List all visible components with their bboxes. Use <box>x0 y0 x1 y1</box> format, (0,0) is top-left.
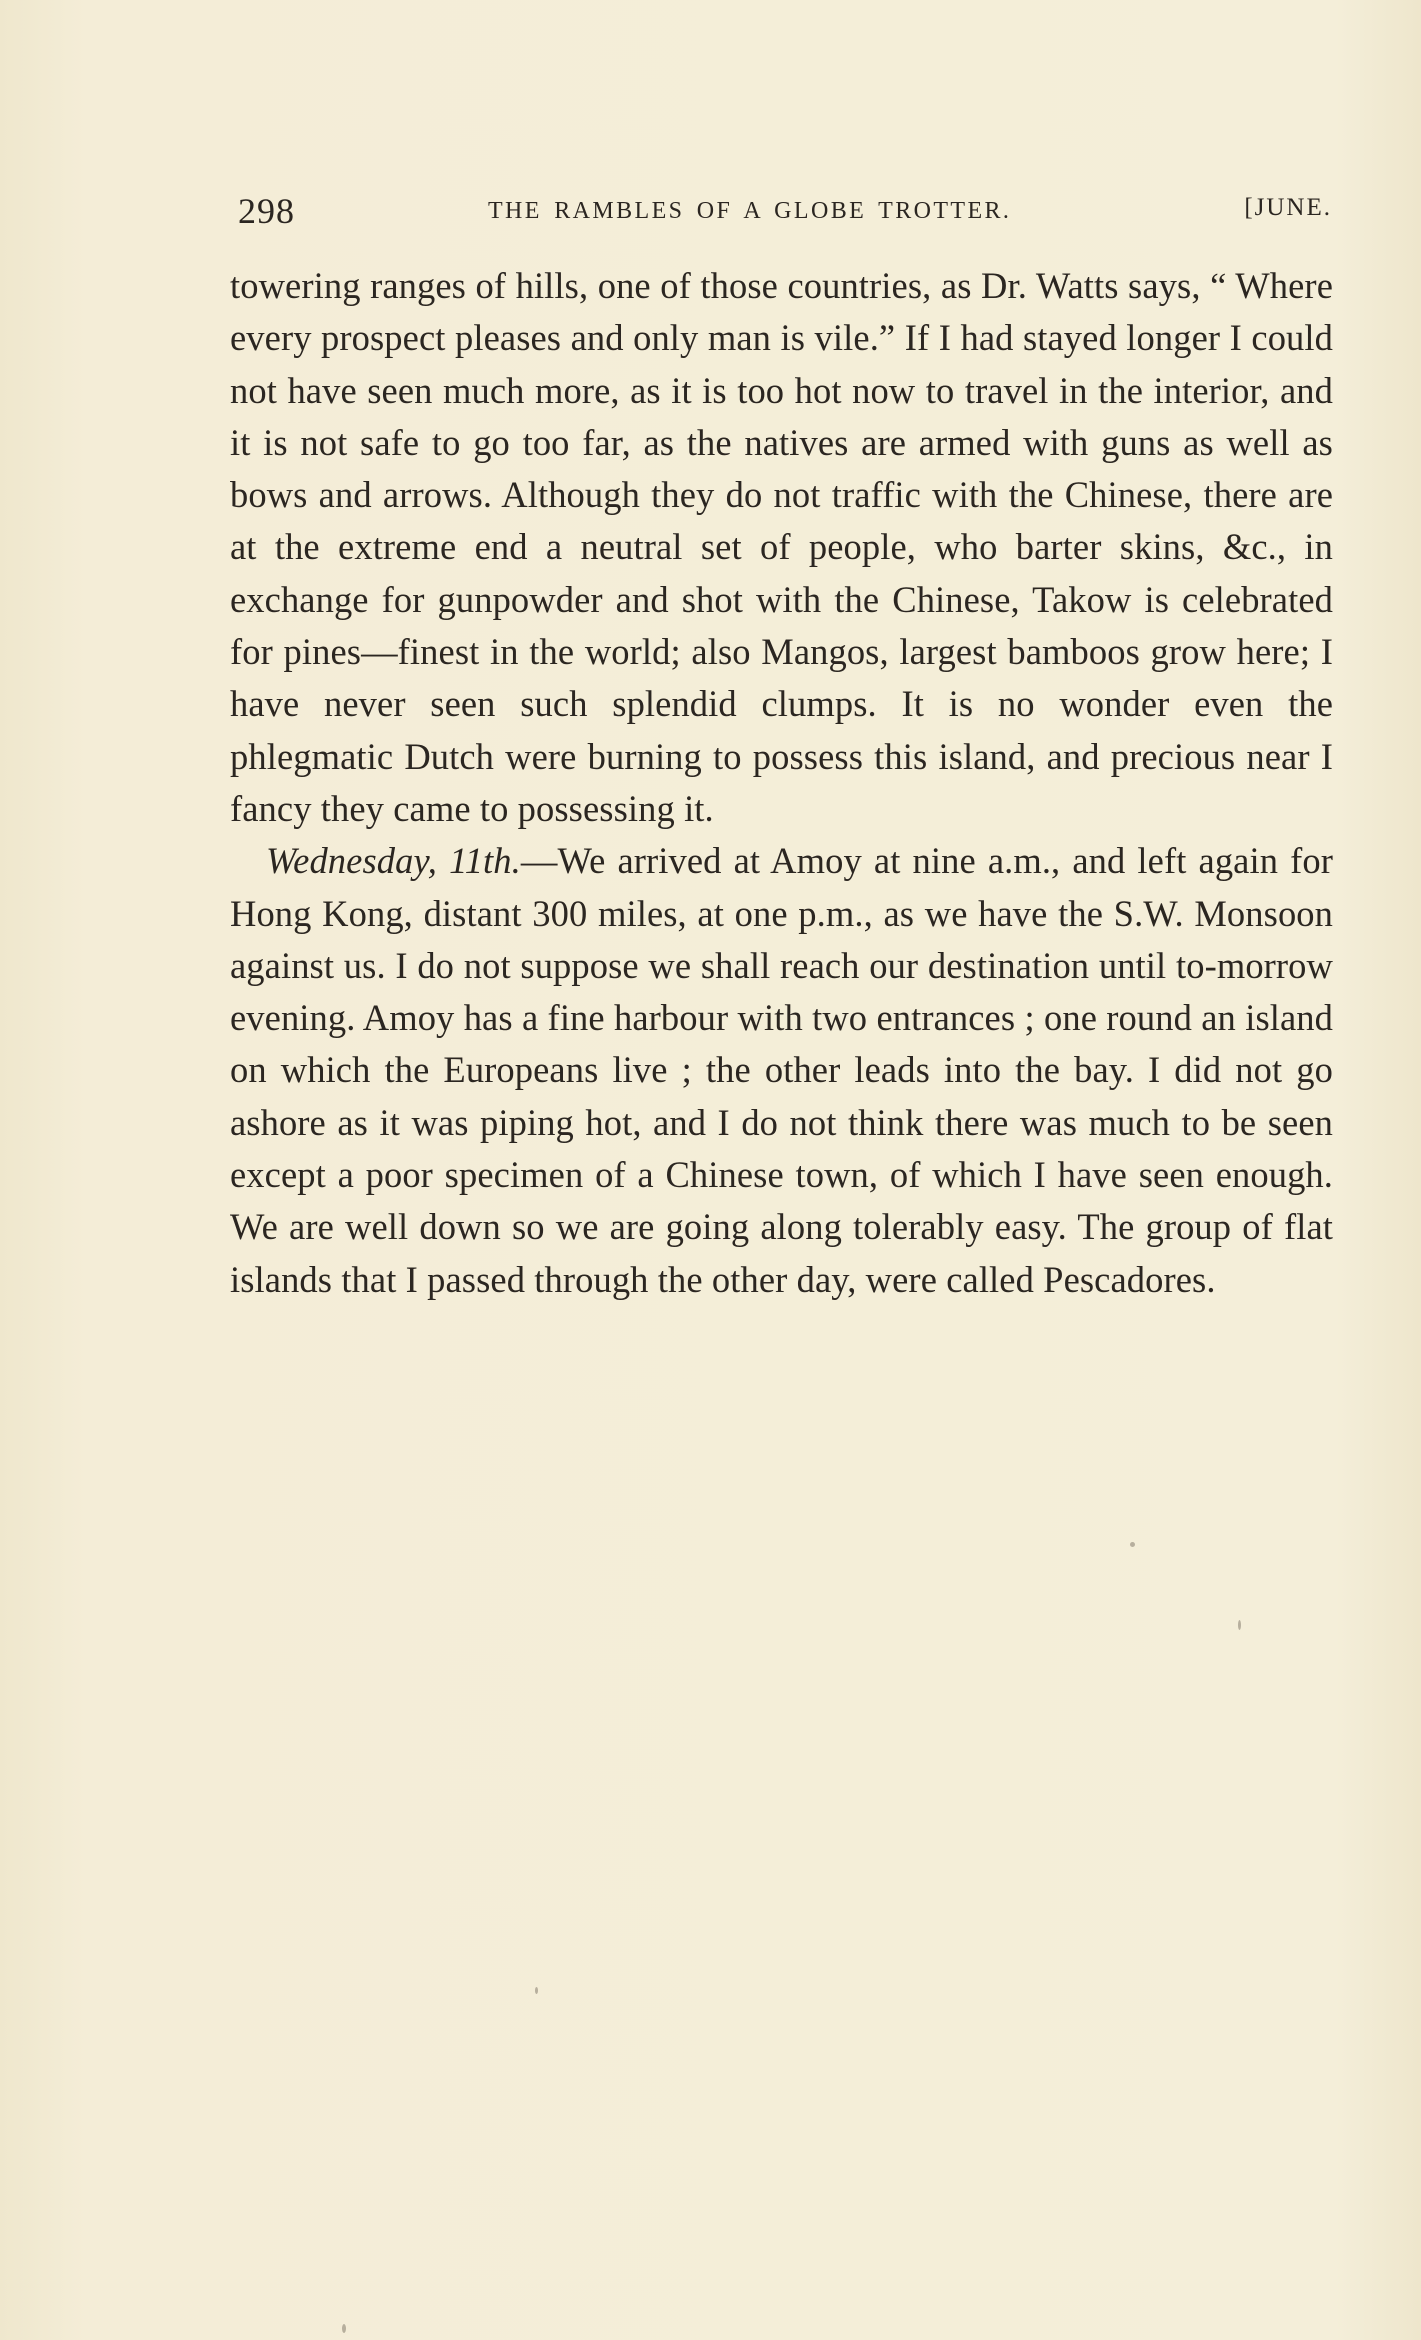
paper-speck <box>535 1987 538 1994</box>
paper-speck <box>1238 1620 1241 1630</box>
body-text <box>230 260 1333 1306</box>
running-header <box>238 184 1332 238</box>
paragraph-1: towering ranges of hills, one of those countries, as Dr. Watts says, “ Where every prospect pleases and only man is vile.” If I had stayed longer I could not have seen much more, as it is too hot now to travel in the interior, and it is not safe to go too far, as the natives are armed with guns as well as bows and arrows. Although they do not traffic with the Chinese, there are at the extreme end a neutral set of people, who barter skins, &c., in exchange for gunpowder and shot with the Chinese, Takow is celebrated for pines—finest in the world; also Mangos, largest bamboos grow here; I have never seen such splendid clumps. It is no wonder even the phlegmatic Dutch were burning to possess this island, and precious near I fancy they came to possessing it. <box>230 265 1333 829</box>
paper-speck <box>1130 1542 1135 1547</box>
paragraph-2 <box>230 835 1333 1306</box>
running-month: [JUNE. <box>1244 194 1332 221</box>
page-number: 298 <box>238 191 295 231</box>
entry-date: 11th. <box>449 840 521 882</box>
running-title: THE RAMBLES OF A GLOBE TROTTER. <box>488 198 1012 224</box>
paper-speck <box>342 2324 346 2333</box>
paragraph-2-text: —We arrived at Amoy at nine a.m., and left again for Hong Kong, distant 300 miles, at one p.m., as we have the S.W. Monsoon against us. I do not suppose we shall reach our destination until to-morrow evening. Amoy has a fine harbour with two entrances ; one round an island on which the Europeans live ; the other leads into the bay. I did not go ashore as it was piping hot, and I do not think there was much to be seen except a poor specimen of a Chinese town, of which I have seen enough. We are well down so we are going along tolerably easy. The group of flat islands that I passed through the other day, were called Pescadores. <box>230 840 1333 1300</box>
entry-day: Wednesday, <box>266 840 437 882</box>
